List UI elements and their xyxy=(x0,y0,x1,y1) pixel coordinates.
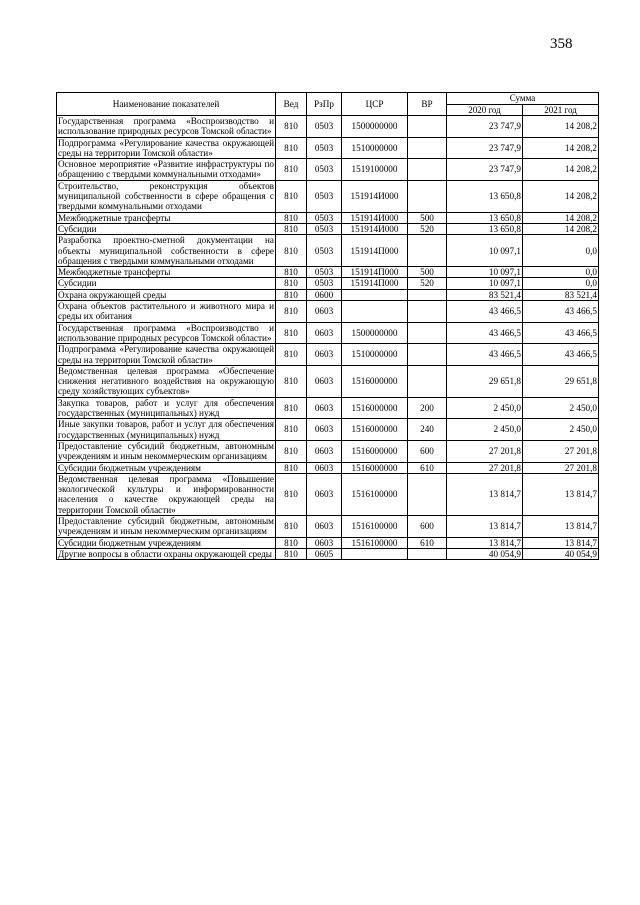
table-row xyxy=(57,515,599,537)
cell-rzpr: 0603 xyxy=(307,537,342,548)
cell-csr: 151914П000 xyxy=(342,278,408,289)
cell-ved: 810 xyxy=(276,515,307,537)
cell-2021: 2 450,0 xyxy=(523,397,599,419)
cell-rzpr: 0603 xyxy=(307,397,342,419)
cell-rzpr: 0503 xyxy=(307,223,342,234)
cell-vr: 600 xyxy=(408,440,447,462)
cell-csr: 1516000000 xyxy=(342,365,408,397)
cell-ved: 810 xyxy=(276,322,307,344)
header-year-2020: 2020 год xyxy=(447,104,523,116)
cell-2020: 83 521,4 xyxy=(447,289,523,300)
cell-name: Субсидии бюджетным учреждениям xyxy=(57,462,276,473)
cell-2020: 13 814,7 xyxy=(447,515,523,537)
cell-vr: 600 xyxy=(408,515,447,537)
cell-2021: 43 466,5 xyxy=(523,344,599,366)
cell-2021: 13 814,7 xyxy=(523,473,599,515)
cell-2021: 29 651,8 xyxy=(523,365,599,397)
cell-name: Охрана окружающей среды xyxy=(57,289,276,300)
cell-ved: 810 xyxy=(276,440,307,462)
cell-csr: 1516000000 xyxy=(342,440,408,462)
cell-name: Другие вопросы в области охраны окружающей среды xyxy=(57,548,276,559)
cell-csr: 1516100000 xyxy=(342,537,408,548)
cell-csr: 151914П000 xyxy=(342,267,408,278)
cell-name: Межбюджетные трансферты xyxy=(57,267,276,278)
header-csr: ЦСР xyxy=(342,93,408,116)
cell-name: Охрана объектов растительного и животного мира и среды их обитания xyxy=(58,301,274,322)
cell-2021: 2 450,0 xyxy=(523,419,599,441)
table-row xyxy=(57,537,599,548)
cell-2020: 43 466,5 xyxy=(447,322,523,344)
table-row xyxy=(57,289,599,300)
cell-2020: 10 097,1 xyxy=(447,267,523,278)
cell-2021: 27 201,8 xyxy=(523,440,599,462)
cell-csr: 1516100000 xyxy=(342,473,408,515)
cell-ved: 810 xyxy=(276,473,307,515)
header-year-2021: 2021 год xyxy=(523,104,599,116)
cell-vr xyxy=(408,180,447,212)
table-row xyxy=(57,344,599,366)
header-ved: Вед xyxy=(276,93,307,116)
table-row xyxy=(57,473,599,515)
cell-rzpr: 0503 xyxy=(307,267,342,278)
cell-name: Государственная программа «Воспроизводство и использование природных ресурсов Томской области» xyxy=(58,322,274,343)
cell-ved: 810 xyxy=(276,278,307,289)
cell-vr: 500 xyxy=(408,267,447,278)
cell-2021: 43 466,5 xyxy=(523,322,599,344)
cell-2020: 13 650,8 xyxy=(447,223,523,234)
cell-2020: 23 747,9 xyxy=(447,159,523,181)
cell-rzpr: 0603 xyxy=(307,322,342,344)
cell-2021: 13 814,7 xyxy=(523,515,599,537)
cell-name: Разработка проектно-сметной документации на объекты муниципальной собственности в сфере обращения с твердыми коммунальными отходами xyxy=(58,235,274,266)
cell-csr xyxy=(342,301,408,323)
cell-rzpr: 0603 xyxy=(307,365,342,397)
table-row xyxy=(57,159,599,181)
header-name: Наименование показателей xyxy=(57,93,276,116)
cell-vr xyxy=(408,159,447,181)
header-row xyxy=(57,93,599,105)
cell-vr xyxy=(408,116,447,138)
cell-csr: 1516000000 xyxy=(342,397,408,419)
cell-ved: 810 xyxy=(276,137,307,159)
cell-rzpr: 0503 xyxy=(307,235,342,267)
table-row xyxy=(57,223,599,234)
cell-rzpr: 0503 xyxy=(307,212,342,223)
table-row xyxy=(57,235,599,267)
cell-2020: 2 450,0 xyxy=(447,397,523,419)
cell-rzpr: 0503 xyxy=(307,116,342,138)
cell-2020: 2 450,0 xyxy=(447,419,523,441)
cell-rzpr: 0600 xyxy=(307,289,342,300)
cell-vr: 500 xyxy=(408,212,447,223)
table-row xyxy=(57,137,599,159)
cell-2021: 27 201,8 xyxy=(523,462,599,473)
cell-ved: 810 xyxy=(276,267,307,278)
cell-csr xyxy=(342,548,408,559)
header-vr: ВР xyxy=(408,93,447,116)
cell-name: Межбюджетные трансферты xyxy=(57,212,276,223)
table-row xyxy=(57,212,599,223)
cell-2021: 14 208,2 xyxy=(523,137,599,159)
cell-rzpr: 0503 xyxy=(307,159,342,181)
cell-2020: 13 650,8 xyxy=(447,212,523,223)
cell-ved: 810 xyxy=(276,419,307,441)
table-row xyxy=(57,322,599,344)
cell-ved: 810 xyxy=(276,180,307,212)
cell-ved: 810 xyxy=(276,397,307,419)
cell-rzpr: 0603 xyxy=(307,301,342,323)
cell-name: Подпрограмма «Регулирование качества окружающей среды на территории Томской области» xyxy=(58,137,274,158)
cell-2020: 13 814,7 xyxy=(447,473,523,515)
cell-ved: 810 xyxy=(276,116,307,138)
cell-vr: 200 xyxy=(408,397,447,419)
header-rzpr: РзПр xyxy=(307,93,342,116)
cell-ved: 810 xyxy=(276,289,307,300)
cell-name: Субсидии xyxy=(57,223,276,234)
cell-rzpr: 0603 xyxy=(307,462,342,473)
table-row xyxy=(57,419,599,441)
cell-2020: 23 747,9 xyxy=(447,137,523,159)
cell-name: Государственная программа «Воспроизводство и использование природных ресурсов Томской области» xyxy=(58,116,274,137)
cell-ved: 810 xyxy=(276,548,307,559)
header-sum: Сумма xyxy=(447,93,599,105)
table-body xyxy=(57,116,599,560)
cell-name: Субсидии xyxy=(57,278,276,289)
cell-2021: 14 208,2 xyxy=(523,180,599,212)
cell-name: Закупка товаров, работ и услуг для обеспечения государственных (муниципальных) нужд xyxy=(58,397,274,419)
cell-csr: 1516100000 xyxy=(342,515,408,537)
cell-name: Основное мероприятие «Развитие инфраструктуры по обращению с твердыми коммунальными отходами» xyxy=(58,159,274,180)
cell-ved: 810 xyxy=(276,223,307,234)
cell-name: Субсидии бюджетным учреждениям xyxy=(57,537,276,548)
cell-2020: 29 651,8 xyxy=(447,365,523,397)
cell-csr: 1500000000 xyxy=(342,116,408,138)
cell-2020: 43 466,5 xyxy=(447,344,523,366)
cell-2021: 14 208,2 xyxy=(523,223,599,234)
cell-vr xyxy=(408,365,447,397)
cell-csr xyxy=(342,289,408,300)
cell-rzpr: 0603 xyxy=(307,344,342,366)
cell-csr: 151914И000 xyxy=(342,223,408,234)
cell-ved: 810 xyxy=(276,365,307,397)
cell-rzpr: 0603 xyxy=(307,440,342,462)
cell-vr xyxy=(408,137,447,159)
cell-ved: 810 xyxy=(276,301,307,323)
cell-csr: 151914П000 xyxy=(342,235,408,267)
cell-2020: 13 814,7 xyxy=(447,537,523,548)
cell-2021: 14 208,2 xyxy=(523,116,599,138)
table-row xyxy=(57,180,599,212)
cell-vr xyxy=(408,289,447,300)
budget-table xyxy=(56,92,599,560)
cell-vr xyxy=(408,548,447,559)
cell-2021: 13 814,7 xyxy=(523,537,599,548)
table-row xyxy=(57,365,599,397)
cell-rzpr: 0603 xyxy=(307,515,342,537)
cell-vr: 240 xyxy=(408,419,447,441)
cell-vr: 610 xyxy=(408,537,447,548)
cell-csr: 1510000000 xyxy=(342,137,408,159)
cell-2021: 0,0 xyxy=(523,267,599,278)
cell-vr xyxy=(408,473,447,515)
table-row xyxy=(57,301,599,323)
cell-name: Ведомственная целевая программа «Повышение экологической культуры и информированности населения о качестве окружающей среды на территории Томской области» xyxy=(58,473,274,515)
cell-2021: 40 054,9 xyxy=(523,548,599,559)
cell-rzpr: 0503 xyxy=(307,137,342,159)
cell-ved: 810 xyxy=(276,212,307,223)
cell-name: Строительство, реконструкция объектов муниципальной собственности в сфере обращения с твердыми коммунальными отходами xyxy=(58,180,274,212)
cell-name: Иные закупки товаров, работ и услуг для обеспечения государственных (муниципальных) нужд xyxy=(58,419,274,440)
cell-2020: 10 097,1 xyxy=(447,278,523,289)
cell-vr xyxy=(408,301,447,323)
table-row xyxy=(57,397,599,419)
cell-2021: 0,0 xyxy=(523,278,599,289)
cell-vr xyxy=(408,235,447,267)
cell-rzpr: 0503 xyxy=(307,180,342,212)
cell-csr: 1500000000 xyxy=(342,322,408,344)
cell-name: Подпрограмма «Регулирование качества окружающей среды на территории Томской области» xyxy=(58,344,274,365)
cell-2020: 40 054,9 xyxy=(447,548,523,559)
cell-csr: 1510000000 xyxy=(342,344,408,366)
cell-rzpr: 0503 xyxy=(307,278,342,289)
cell-csr: 1516000000 xyxy=(342,419,408,441)
cell-rzpr: 0605 xyxy=(307,548,342,559)
cell-csr: 1519100000 xyxy=(342,159,408,181)
table-row xyxy=(57,462,599,473)
cell-rzpr: 0603 xyxy=(307,473,342,515)
cell-2020: 23 747,9 xyxy=(447,116,523,138)
table-row xyxy=(57,548,599,559)
cell-csr: 151914И000 xyxy=(342,180,408,212)
cell-vr: 520 xyxy=(408,223,447,234)
page-number: 358 xyxy=(550,36,573,52)
cell-vr xyxy=(408,322,447,344)
cell-2020: 43 466,5 xyxy=(447,301,523,323)
table-row xyxy=(57,116,599,138)
cell-name: Предоставление субсидий бюджетным, автономным учреждениям и иным некоммерческим организациям xyxy=(58,440,274,462)
cell-2021: 43 466,5 xyxy=(523,301,599,323)
cell-2021: 14 208,2 xyxy=(523,212,599,223)
cell-csr: 151914И000 xyxy=(342,212,408,223)
cell-2020: 13 650,8 xyxy=(447,180,523,212)
cell-csr: 1516000000 xyxy=(342,462,408,473)
cell-name: Предоставление субсидий бюджетным, автономным учреждениям и иным некоммерческим организациям xyxy=(58,515,274,537)
cell-vr: 610 xyxy=(408,462,447,473)
cell-2020: 27 201,8 xyxy=(447,462,523,473)
cell-ved: 810 xyxy=(276,235,307,267)
cell-ved: 810 xyxy=(276,462,307,473)
cell-ved: 810 xyxy=(276,344,307,366)
cell-rzpr: 0603 xyxy=(307,419,342,441)
cell-2020: 27 201,8 xyxy=(447,440,523,462)
table-row xyxy=(57,278,599,289)
cell-ved: 810 xyxy=(276,159,307,181)
cell-name: Ведомственная целевая программа «Обеспечение снижения негативного воздействия на окружающую среду хозяйствующих субъектов» xyxy=(58,365,274,397)
cell-vr xyxy=(408,344,447,366)
cell-vr: 520 xyxy=(408,278,447,289)
cell-ved: 810 xyxy=(276,537,307,548)
cell-2021: 0,0 xyxy=(523,235,599,267)
cell-2021: 14 208,2 xyxy=(523,159,599,181)
table-row xyxy=(57,267,599,278)
table-row xyxy=(57,440,599,462)
cell-2020: 10 097,1 xyxy=(447,235,523,267)
cell-2021: 83 521,4 xyxy=(523,289,599,300)
